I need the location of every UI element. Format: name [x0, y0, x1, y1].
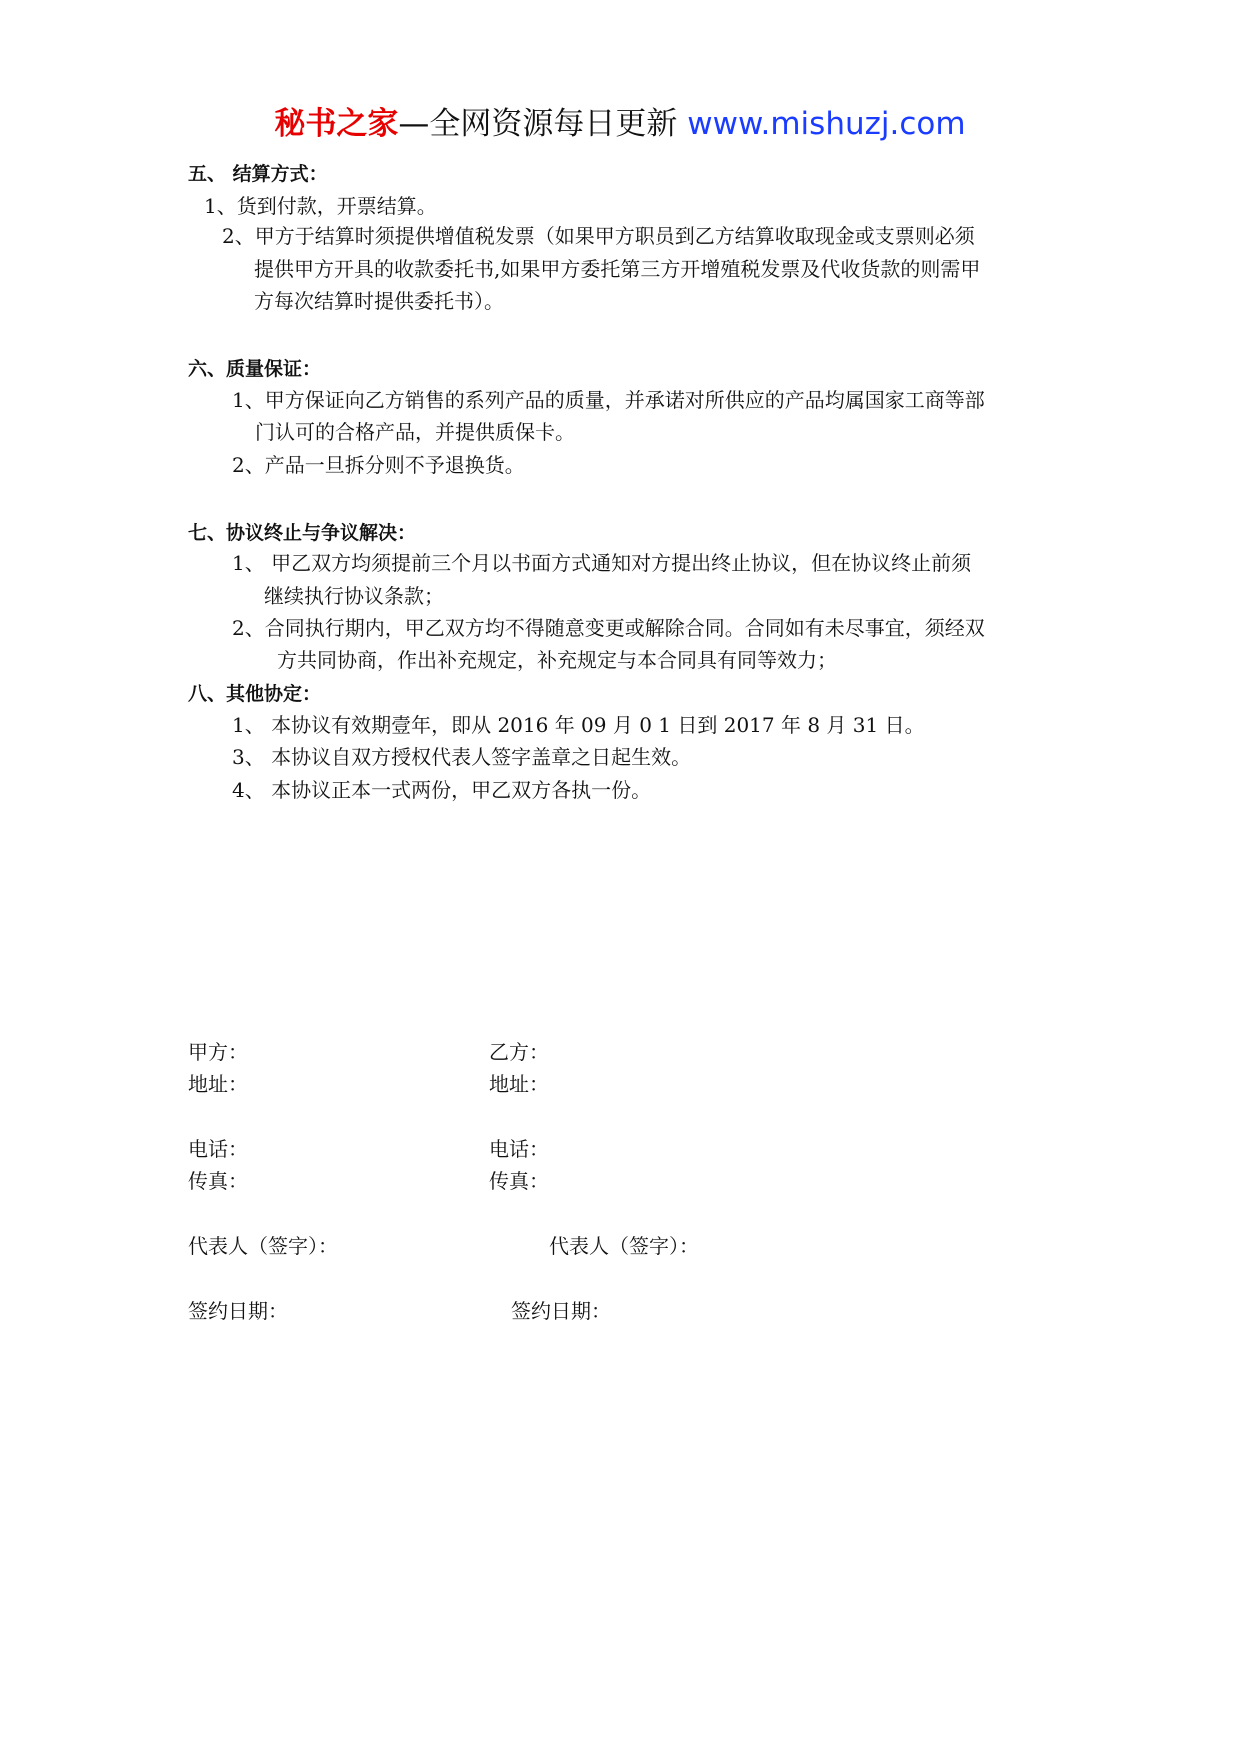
section-line: 1、甲方保证向乙方销售的系列产品的质量，并承诺对所供应的产品均属国家工商等部: [232, 388, 985, 412]
section-line: 2、产品一旦拆分则不予退换货。: [232, 453, 525, 477]
section-line: 方每次结算时提供委托书）。: [254, 289, 504, 313]
section-line: 继续执行协议条款；: [264, 584, 444, 608]
section-line: 2、合同执行期内，甲乙双方均不得随意变更或解除合同。合同如有未尽事宜，须经双: [232, 616, 985, 640]
section-line: 4、 本协议正本一式两份，甲乙双方各执一份。: [232, 778, 652, 802]
section-line: 3、 本协议自双方授权代表人签字盖章之日起生效。: [232, 745, 692, 769]
address-b-label: 地址：: [489, 1072, 549, 1096]
fax-a-label: 传真：: [188, 1169, 248, 1193]
brand-name: 秘书之家: [274, 106, 399, 142]
section-title-termination: 七、协议终止与争议解决：: [188, 522, 417, 544]
section-line: 提供甲方开具的收款委托书,如果甲方委托第三方开增殖税发票及代收货款的则需甲: [254, 257, 981, 281]
section-line: 2、甲方于结算时须提供增值税发票（如果甲方职员到乙方结算收取现金或支票则必须: [222, 224, 975, 248]
section-title-quality: 六、质量保证：: [188, 358, 322, 380]
section-line: 1、 本协议有效期壹年，即从 2016 年 09 月 0 1 日到 2017 年 8 月 31 日。: [232, 713, 925, 737]
sign-date-b-label: 签约日期：: [511, 1299, 611, 1323]
slogan: —全网资源每日更新: [398, 106, 678, 142]
phone-a-label: 电话：: [188, 1137, 248, 1161]
section-line: 门认可的合格产品，并提供质保卡。: [255, 420, 575, 444]
address-a-label: 地址：: [188, 1072, 248, 1096]
party-b-label: 乙方：: [489, 1040, 549, 1064]
representative-b-label: 代表人（签字）：: [549, 1234, 699, 1258]
party-a-label: 甲方：: [188, 1040, 248, 1064]
site-header: [0, 104, 1240, 144]
phone-b-label: 电话：: [489, 1137, 549, 1161]
fax-b-label: 传真：: [489, 1169, 549, 1193]
site-url[interactable]: www.mishuzj.com: [687, 106, 966, 142]
section-line: 1、货到付款，开票结算。: [204, 194, 437, 218]
sign-date-a-label: 签约日期：: [188, 1299, 288, 1323]
section-title-settlement: 五、 结算方式：: [188, 163, 328, 185]
section-line: 1、 甲乙双方均须提前三个月以书面方式通知对方提出终止协议，但在协议终止前须: [232, 551, 972, 575]
section-line: 方共同协商，作出补充规定，补充规定与本合同具有同等效力；: [277, 648, 837, 672]
section-title-other: 八、其他协定：: [188, 683, 322, 705]
representative-a-label: 代表人（签字）：: [188, 1234, 338, 1258]
